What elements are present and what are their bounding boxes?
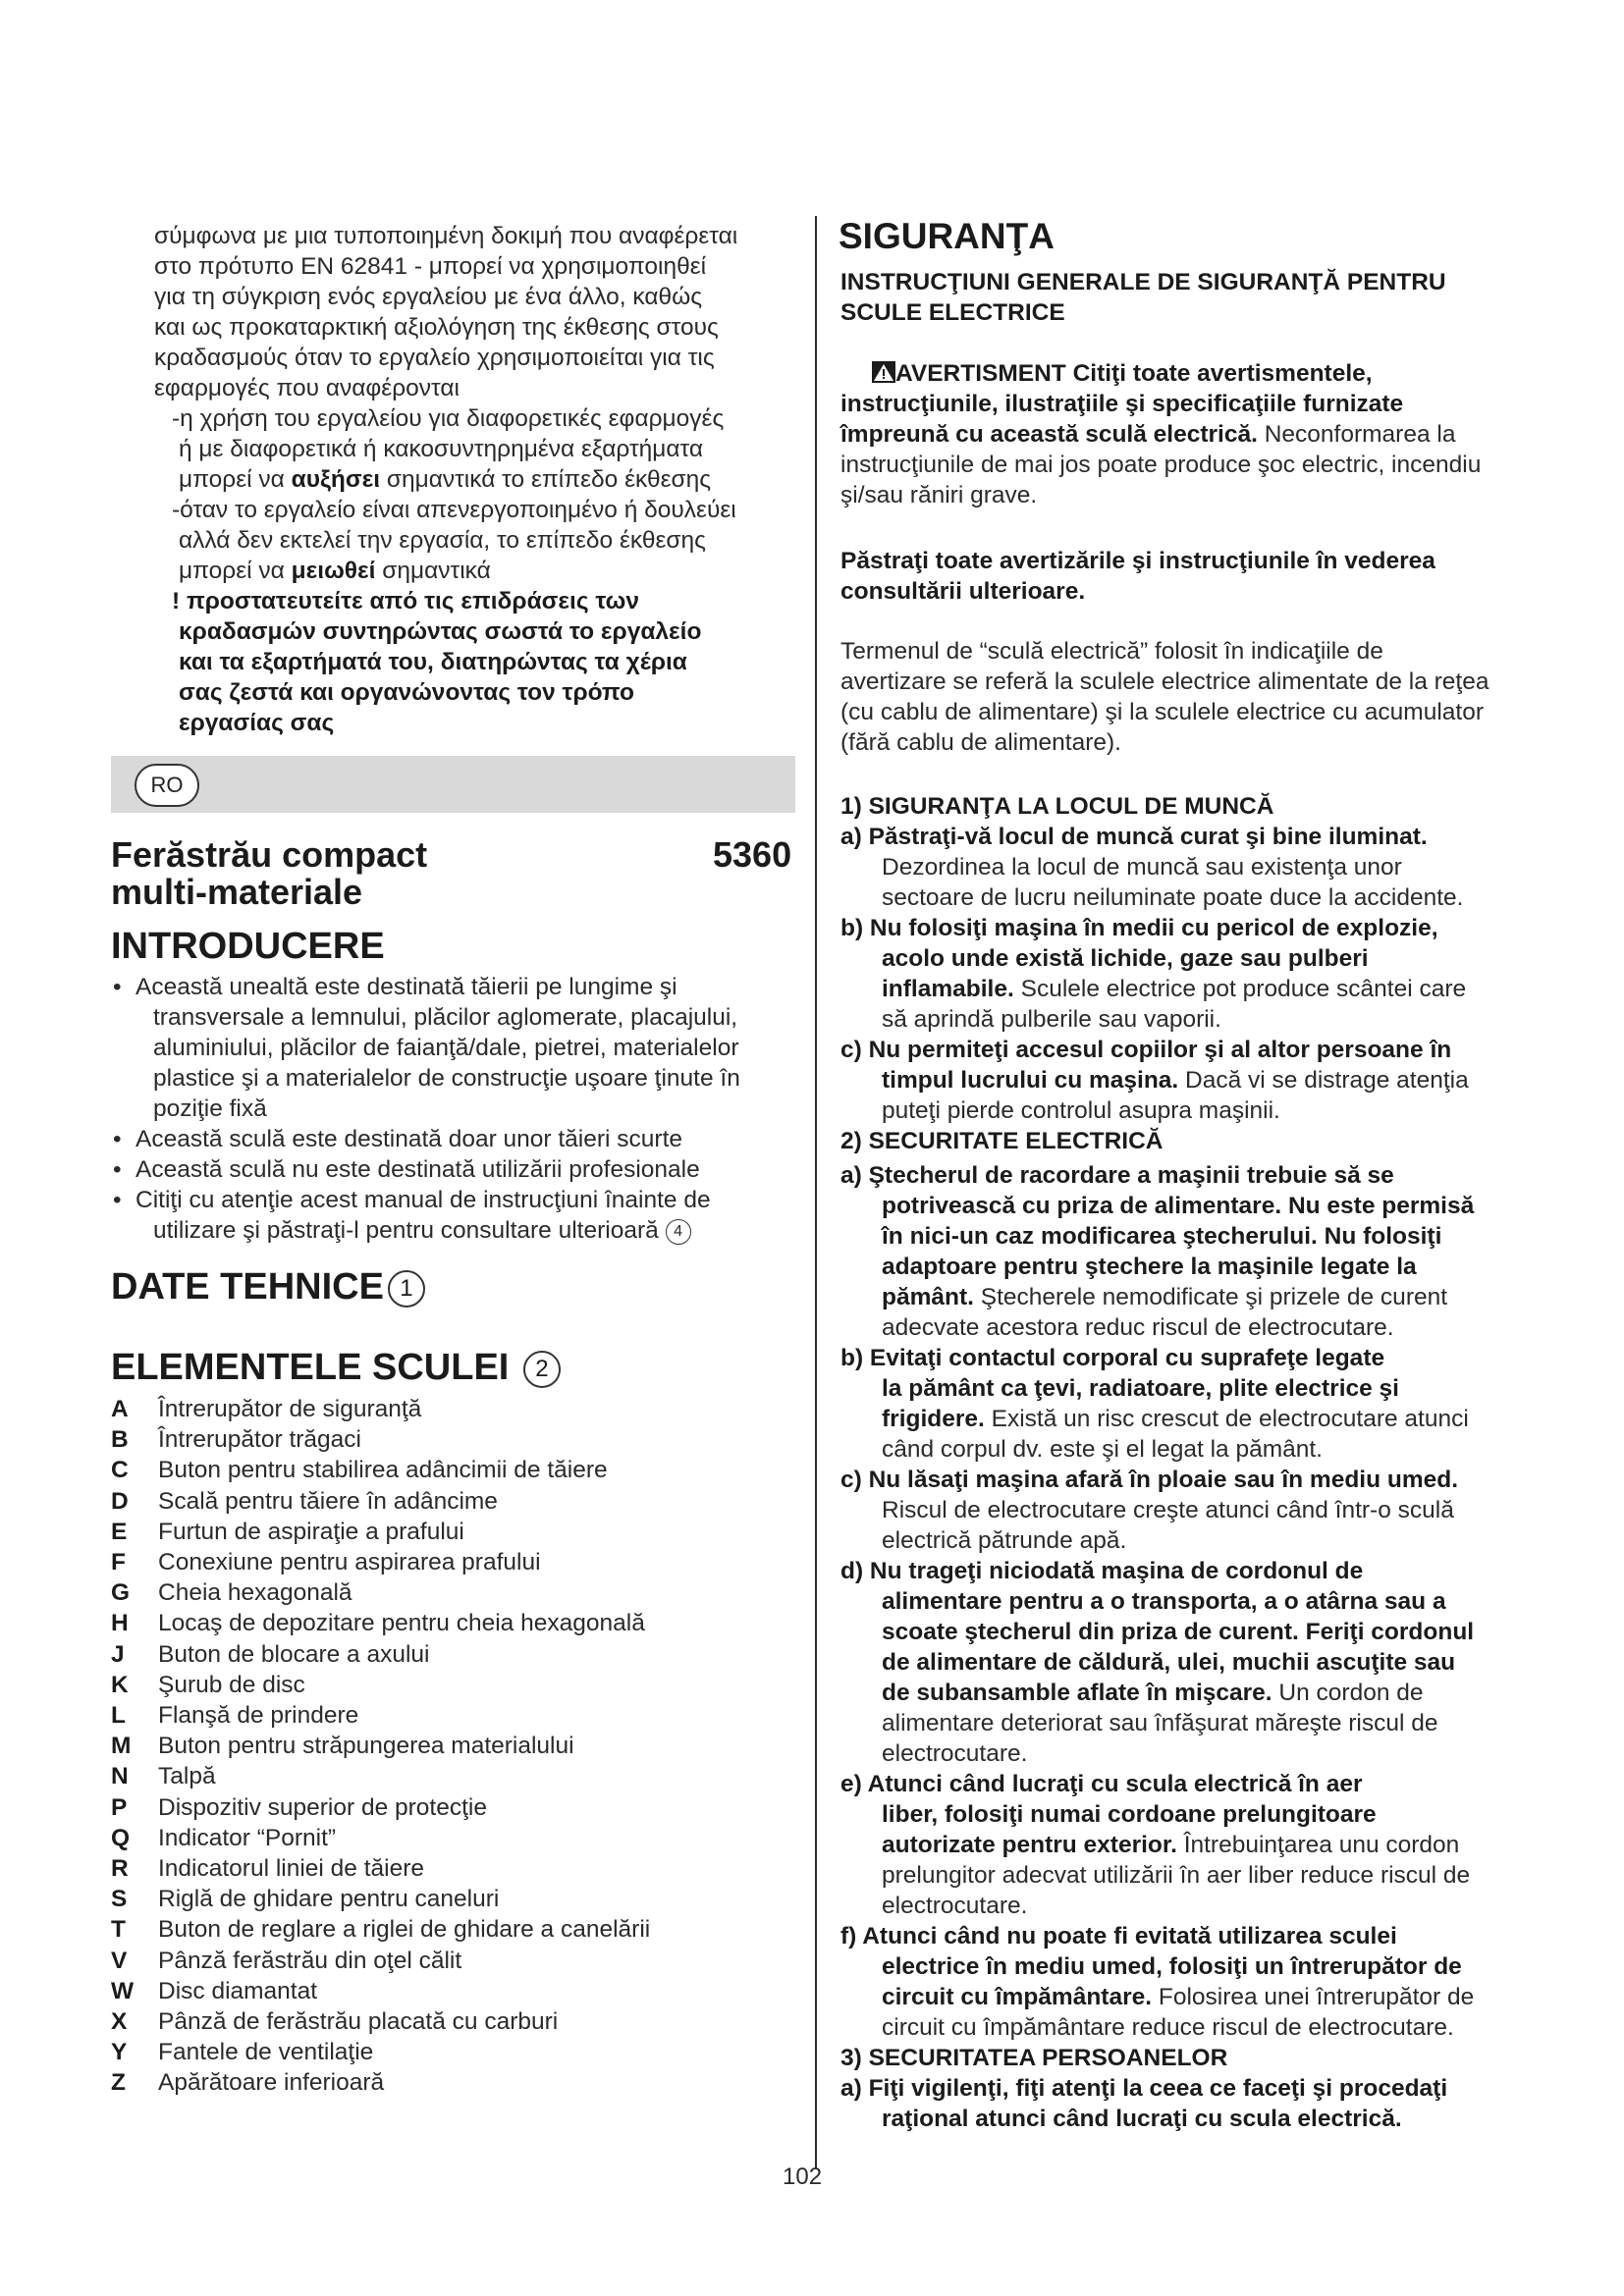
element-letter: X: [111, 2008, 128, 2035]
element-list-item: [111, 1608, 645, 1638]
element-description: Buton de blocare a axului: [158, 1640, 430, 1668]
element-list-item: [111, 1853, 424, 1884]
warning-triangle-icon: [872, 361, 895, 383]
rule-text: Riscul de electrocutare creşte atunci când într-o sculă: [882, 1497, 1454, 1523]
rule-bold: la pământ ca ţevi, radiatoare, plite electrice şi: [882, 1375, 1399, 1402]
element-letter: G: [111, 1579, 131, 1607]
safety-subheading: INSTRUCŢIUNI GENERALE DE SIGURANŢĂ PENTRU: [840, 269, 1446, 295]
element-list-item: [111, 1700, 358, 1731]
warning-line: AVERTISMENT Citiţi toate avertismentele,: [872, 358, 1373, 389]
section-heading: 1) SIGURANŢA LA LOCUL DE MUNCĂ: [840, 793, 1274, 820]
element-letter: E: [111, 1518, 128, 1545]
element-letter: A: [111, 1396, 129, 1422]
element-letter: N: [111, 1763, 129, 1790]
rule-text: pământ. Ştecherele nemodificate şi prizele de curent: [882, 1284, 1448, 1310]
warning-line: instrucţiunile de mai jos poate produce şoc electric, incendiu: [840, 452, 1482, 478]
intro-bullet-line: plastice şi a materialelor de construcţie uşoare ţinute în: [153, 1065, 740, 1092]
rule-text: puteţi pierde controlul asupra maşinii.: [882, 1097, 1280, 1124]
element-description: Fantele de ventilaţie: [158, 2039, 374, 2066]
greek-line: -η χρήση του εργαλείου για διαφορετικές εφαρμογές: [172, 405, 725, 432]
element-letter: C: [111, 1457, 129, 1484]
element-description: Riglă de ghidare pentru caneluri: [158, 1886, 500, 1913]
language-bar: [111, 756, 795, 813]
greek-bold-line: ! προστατευτείτε από τις επιδράσεις των: [172, 588, 639, 614]
element-list-item: [111, 2006, 558, 2037]
rule-text: autorizate pentru exterior. Întrebuinţarea unu cordon: [882, 1832, 1460, 1858]
keep-instructions: Păstraţi toate avertizările şi instrucţiunile în vederea: [840, 548, 1435, 574]
element-description: Locaş de depozitare pentru cheia hexagonală: [158, 1610, 645, 1637]
element-letter: Z: [111, 2069, 126, 2097]
bullet-dot: •: [113, 1187, 122, 1213]
warning-line: împreună cu această sculă electrică. Neconformarea la: [840, 421, 1456, 448]
element-description: Indicator “Pornit”: [158, 1824, 337, 1851]
element-letter: M: [111, 1733, 132, 1760]
element-letter: Y: [111, 2039, 128, 2066]
element-letter: S: [111, 1886, 128, 1913]
element-letter: B: [111, 1426, 129, 1454]
element-list-item: [111, 2067, 384, 2098]
greek-line: -όταν το εργαλείο είναι απενεργοποιημένο ή δουλεύει: [172, 497, 736, 523]
element-description: Indicatorul liniei de tăiere: [158, 1855, 425, 1882]
intro-bullet-line: poziţie fixă: [153, 1095, 267, 1122]
element-letter: R: [111, 1855, 129, 1882]
greek-line: μπορεί να αυξήσει σημαντικά το επίπεδο έκθεσης: [179, 466, 712, 493]
rule-text: timpul lucrului cu maşina. Dacă vi se distrage atenţia: [882, 1067, 1469, 1094]
greek-line: για τη σύγκριση ενός εργαλείου με ένα άλλο, καθώς: [154, 284, 703, 310]
rule-bold: f) Atunci când nu poate fi evitată utilizarea sculei: [840, 1923, 1397, 1949]
rule-bold: potrivească cu priza de alimentare. Nu este permisă: [882, 1193, 1475, 1219]
element-letter: W: [111, 1977, 135, 2004]
intro-bullet-line: transversale a lemnului, plăcilor aglomerate, placajului,: [153, 1004, 738, 1031]
rule-text: adecvate acestora reduc riscul de electrocutare.: [882, 1314, 1394, 1341]
element-description: Furtun de aspiraţie a prafului: [158, 1518, 464, 1545]
element-description: Talpă: [158, 1763, 216, 1790]
rule-text: de subansamble aflate în mişcare. Un cordon de: [882, 1680, 1424, 1706]
element-list-item: [111, 1731, 574, 1761]
greek-bold-line: και τα εξαρτήματά του, διατηρώντας τα χέρια: [179, 649, 687, 675]
figure-ref-2: 2: [523, 1351, 561, 1388]
product-title-line1: Ferăstrău compact: [111, 834, 428, 875]
bullet-dot: •: [113, 1156, 122, 1183]
rule-bold: a) Păstraţi-vă locul de muncă curat şi bine iluminat.: [840, 824, 1428, 850]
element-list-item: [111, 1547, 541, 1577]
keep-instructions: consultării ulterioare.: [840, 578, 1086, 605]
intro-bullet-line: Citiţi cu atenţie acest manual de instrucţiuni înainte de: [135, 1187, 711, 1213]
element-letter: H: [111, 1610, 129, 1637]
greek-line: αλλά δεν εκτελεί την εργασία, το επίπεδο έκθεσης: [179, 527, 706, 554]
element-description: Buton pentru stabilirea adâncimii de tăiere: [158, 1457, 608, 1484]
element-description: Scală pentru tăiere în adâncime: [158, 1487, 498, 1515]
element-list-item: [111, 1792, 487, 1823]
rule-text: frigidere. Există un risc crescut de electrocutare atunci: [882, 1406, 1469, 1432]
rule-bold: d) Nu trageţi niciodată maşina de cordonul de: [840, 1558, 1364, 1584]
rule-bold: raţional atunci când lucraţi cu scula electrică.: [882, 2106, 1402, 2132]
rule-text: electrocutare.: [882, 1740, 1028, 1767]
greek-line: στο πρότυπο EN 62841 - μπορεί να χρησιμοποιηθεί: [154, 253, 707, 280]
element-list-item: [111, 1914, 650, 1945]
element-list-item: [111, 1517, 464, 1547]
tech-heading: DATE TEHNICE 1: [111, 1266, 425, 1308]
element-description: Întrerupător trăgaci: [158, 1426, 361, 1454]
rule-text: prelungitor adecvat utilizării în aer liber reduce riscul de: [882, 1862, 1471, 1889]
safety-subheading: SCULE ELECTRICE: [840, 299, 1065, 326]
greek-bold-line: εργασίας σας: [179, 710, 335, 736]
greek-line: σύμφωνα με μια τυποποιημένη δοκιμή που αναφέρεται: [154, 223, 738, 249]
element-list-item: [111, 1424, 361, 1455]
element-description: Dispozitiv superior de protecţie: [158, 1793, 487, 1821]
term-line: (fără cablu de alimentare).: [840, 729, 1121, 756]
greek-line: κραδασμούς όταν το εργαλείο χρησιμοποιείται για τις: [154, 345, 715, 371]
element-description: Flanşă de prindere: [158, 1702, 359, 1729]
element-description: Pânză ferăstrău din oţel călit: [158, 1947, 462, 1974]
rule-text: să aprindă pulberile sau vaporii.: [882, 1006, 1221, 1033]
rule-bold: acolo unde există lichide, gaze sau pulberi: [882, 945, 1369, 972]
figure-ref-4: 4: [666, 1219, 691, 1245]
element-list-item: [111, 1761, 216, 1791]
rule-text: circuit cu împământare reduce riscul de electrocutare.: [882, 2014, 1454, 2041]
rule-bold: c) Nu permiteţi accesul copiilor şi al altor persoane în: [840, 1037, 1452, 1063]
rule-bold: a) Ştecherul de racordare a maşinii trebuie să se: [840, 1162, 1394, 1189]
rule-bold: b) Nu folosiţi maşina în medii cu pericol de explozie,: [840, 915, 1438, 941]
element-list-item: [111, 1976, 317, 2006]
safety-heading: SIGURANŢA: [839, 216, 1055, 256]
elements-heading: ELEMENTELE SCULEI 2: [111, 1347, 561, 1389]
intro-bullet-line: utilizare şi păstraţi-l pentru consultare ulterioară 4: [153, 1215, 691, 1246]
element-letter: D: [111, 1487, 129, 1515]
element-letter: V: [111, 1947, 128, 1974]
section-heading: 2) SECURITATE ELECTRICĂ: [840, 1128, 1164, 1154]
element-letter: Q: [111, 1824, 131, 1851]
element-letter: F: [111, 1549, 126, 1575]
product-model: 5360: [713, 834, 792, 875]
element-description: Şurub de disc: [158, 1671, 305, 1698]
bullet-dot: •: [113, 1126, 122, 1152]
element-letter: T: [111, 1916, 126, 1944]
element-letter: P: [111, 1793, 128, 1821]
element-description: Apărătoare inferioară: [158, 2069, 385, 2097]
rule-text: circuit cu împământare. Folosirea unei întrerupător de: [882, 1984, 1475, 2010]
language-badge: RO: [135, 764, 199, 807]
intro-bullet-line: Această sculă nu este destinată utilizării profesionale: [135, 1156, 700, 1183]
section-heading: 3) SECURITATEA PERSOANELOR: [840, 2045, 1228, 2071]
element-list-item: [111, 1946, 461, 1976]
intro-bullet-line: aluminiului, plăcilor de faianţă/dale, pietrei, materialelor: [153, 1035, 739, 1061]
element-list-item: [111, 1394, 421, 1424]
greek-line: εφαρμογές που αναφέρονται: [154, 375, 460, 401]
rule-bold: scoate ştecherul din priza de curent. Feriţi cordonul: [882, 1619, 1475, 1645]
rule-bold: de alimentare de căldură, ulei, muchii ascuţite sau: [882, 1649, 1456, 1676]
product-title-line2: multi-materiale: [111, 872, 363, 912]
element-list-item: [111, 1823, 336, 1853]
column-divider: [815, 216, 817, 2169]
intro-heading: INTRODUCERE: [111, 926, 385, 967]
element-list-item: [111, 1884, 499, 1914]
element-description: Buton pentru străpungerea materialului: [158, 1733, 574, 1760]
element-list-item: [111, 1577, 352, 1608]
element-list-item: [111, 2037, 373, 2067]
warning-line: instrucţiunile, ilustraţiile şi specificaţiile furnizate: [840, 391, 1404, 417]
rule-text: Dezordinea la locul de muncă sau existenţa unor: [882, 854, 1402, 881]
term-line: (cu cablu de alimentare) şi la sculele electrice cu acumulator: [840, 699, 1484, 725]
page-number: 102: [783, 2163, 823, 2190]
element-description: Întrerupător de siguranţă: [158, 1396, 422, 1422]
term-line: Termenul de “sculă electrică” folosit în indicaţiile de: [840, 638, 1383, 665]
element-list-item: [111, 1639, 430, 1670]
bullet-dot: •: [113, 974, 122, 1000]
element-description: Conexiune pentru aspirarea prafului: [158, 1549, 541, 1575]
rule-text: electrocutare.: [882, 1893, 1028, 1919]
element-description: Buton de reglare a riglei de ghidare a canelării: [158, 1916, 651, 1944]
element-letter: L: [111, 1702, 126, 1729]
intro-bullet-line: Această sculă este destinată doar unor tăieri scurte: [135, 1126, 683, 1152]
rule-bold: adaptoare pentru ştechere la maşinile legate la: [882, 1254, 1417, 1280]
rule-bold: c) Nu lăsaţi maşina afară în ploaie sau în mediu umed.: [840, 1467, 1459, 1493]
greek-line: μπορεί να μειωθεί σημαντικά: [179, 558, 491, 584]
intro-bullet-line: Această unealtă este destinată tăierii pe lungime şi: [135, 974, 677, 1000]
warning-line: şi/sau răniri grave.: [840, 482, 1038, 508]
rule-text: alimentare deteriorat sau înfăşurat măreşte riscul de: [882, 1710, 1438, 1736]
element-letter: K: [111, 1671, 129, 1698]
greek-bold-line: σας ζεστά και οργανώνοντας τον τρόπο: [179, 679, 634, 706]
element-list-item: [111, 1486, 498, 1517]
rule-bold: în nici-un caz modificarea ştecherului. Nu folosiţi: [882, 1223, 1442, 1250]
rule-text: electrică pătrunde apă.: [882, 1527, 1127, 1554]
rule-text: inflamabile. Sculele electrice pot produce scântei care: [882, 976, 1467, 1002]
element-description: Pânză de ferăstrău placată cu carburi: [158, 2008, 559, 2035]
rule-text: sectoare de lucru neiluminate poate duce la accidente.: [882, 884, 1464, 911]
rule-bold: liber, folosiţi numai cordoane prelungitoare: [882, 1801, 1377, 1828]
term-line: avertizare se referă la sculele electrice alimentate de la reţea: [840, 668, 1489, 695]
element-list-item: [111, 1670, 305, 1700]
element-description: Cheia hexagonală: [158, 1579, 352, 1607]
element-description: Disc diamantat: [158, 1977, 318, 2004]
rule-bold: b) Evitaţi contactul corporal cu suprafeţe legate: [840, 1345, 1385, 1371]
greek-bold-line: κραδασμών συντηρώντας σωστά το εργαλείο: [179, 618, 702, 645]
rule-bold: a) Fiţi vigilenţi, fiţi atenţi la ceea ce faceţi şi procedaţi: [840, 2075, 1448, 2102]
rule-text: când corpul dv. este şi el legat la pământ.: [882, 1436, 1323, 1463]
greek-line: ή με διαφορετικά ή κακοσυντηρημένα εξαρτήματα: [179, 436, 704, 462]
greek-line: και ως προκαταρκτική αξιολόγηση της έκθεσης στους: [154, 314, 719, 341]
figure-ref-1: 1: [388, 1270, 425, 1308]
element-letter: J: [111, 1640, 125, 1668]
rule-bold: electrice în mediu umed, folosiţi un întrerupător de: [882, 1953, 1462, 1980]
rule-bold: alimentare pentru a o transporta, a o atârna sau a: [882, 1588, 1446, 1615]
rule-bold: e) Atunci când lucraţi cu scula electrică în aer: [840, 1771, 1363, 1797]
element-list-item: [111, 1455, 608, 1485]
